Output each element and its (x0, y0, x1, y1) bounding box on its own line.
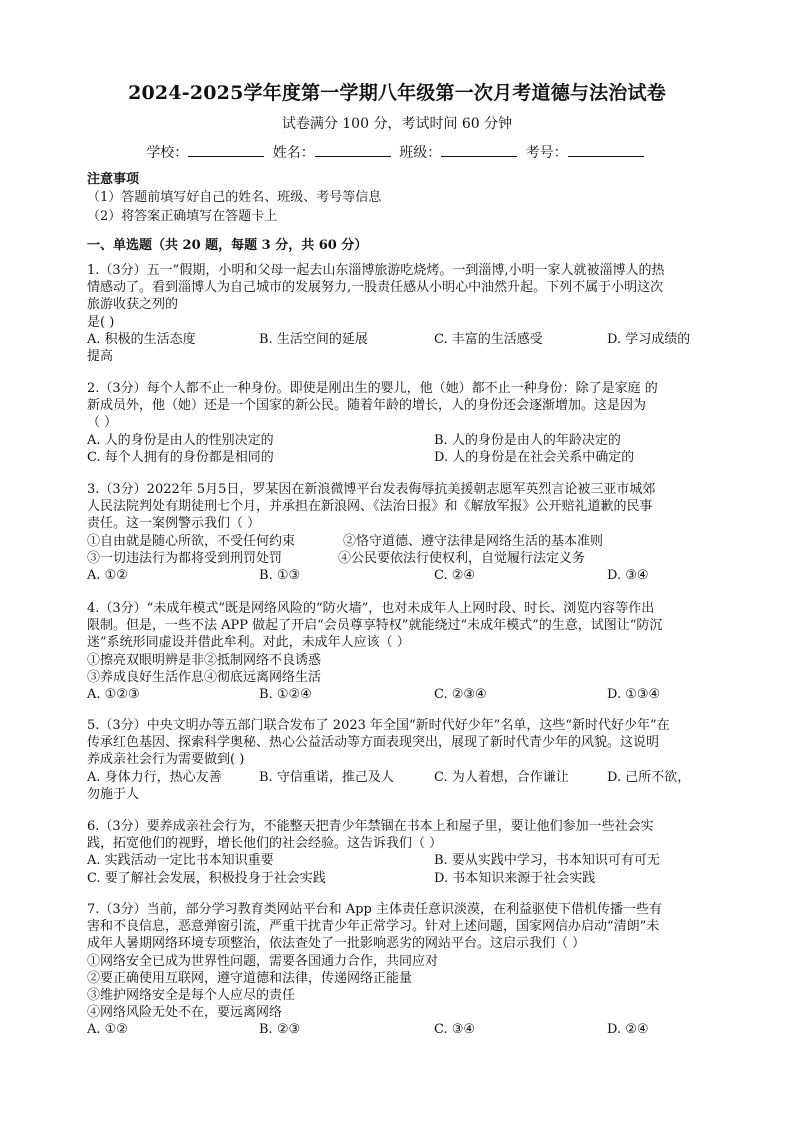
notes-title: 注意事项 (87, 172, 140, 187)
statement-4: ④公民要依法行使权利，自觉履行法定义务 (338, 550, 586, 566)
question-text-line: 旅游收获之列的 (87, 297, 179, 313)
question-text-line: 新成员外，他（她）还是一个国家的新公民。随着年龄的增长，人的身份还会逐渐增加。这是因为 (87, 398, 647, 414)
note-item: （1）答题前填写好自己的姓名、班级、考号等信息 (87, 190, 382, 205)
class-label: 班级： (399, 145, 442, 161)
question-text-line: 2.（3分）每个人都不止一种身份。即使是刚出生的婴儿，他（她）都不止一种身份：除了是家庭 的 (87, 381, 658, 396)
question-text-line: 是( ) (87, 314, 115, 330)
option-d[interactable]: D. ①③④ (607, 687, 661, 703)
question-7 (87, 901, 707, 1039)
option-a[interactable]: A. 实践活动一定比书本知识重要 (87, 853, 274, 869)
option-c[interactable]: C. ③④ (434, 1022, 476, 1038)
option-c[interactable]: C. ②③④ (434, 687, 487, 703)
options-row (87, 852, 707, 869)
option-d[interactable]: D. ②④ (607, 1022, 649, 1038)
question-text-line: 迷”系统形同虚设并借此牟利。对此，未成年人应该（ ） (87, 635, 410, 651)
option-d[interactable]: D. 人的身份是在社会关系中确定的 (434, 449, 635, 465)
section-title: 一、单选题（共 20 题，每题 3 分，共 60 分） (87, 238, 368, 253)
options-row (87, 449, 707, 466)
exam-subtitle: 试卷满分 100 分，考试时间 60 分钟 (281, 116, 513, 132)
question-text-line: （ ） (87, 415, 118, 431)
option-b[interactable]: B. ①②④ (259, 687, 312, 703)
options-row (87, 1021, 707, 1038)
option-d[interactable]: D. 己所不欲， (607, 769, 691, 785)
option-c[interactable]: C. 要了解社会发展，积极投身于社会实践 (87, 870, 326, 886)
option-b[interactable]: B. 守信重诺，推己及人 (259, 769, 394, 785)
number-label: 考号： (525, 145, 568, 161)
question-text-line: 1.（3分）五一”假期，小明和父母一起去山东淄博旅游吃烧烤。一到淄博,小明一家人就被淄博人的热 (87, 263, 665, 278)
statement-line: ②要正确使用互联网，遵守道德和法律，传递网络正能量 (87, 970, 413, 986)
option-b[interactable]: B. 生活空间的延展 (259, 331, 368, 347)
question-text-line: 传承红色基因、探索科学奥秘、热心公益活动等方面表现突出，展现了新时代青少年的风貌。这说明 (87, 735, 660, 751)
question-text-line: 责任。这一案例警示我们（ ） (87, 516, 261, 532)
option-a[interactable]: A. 积极的生活态度 (87, 331, 196, 347)
option-a[interactable]: A. 人的身份是由人的性别决定的 (87, 432, 274, 448)
question-2 (87, 380, 707, 466)
number-blank[interactable] (568, 142, 644, 157)
statement-3: ③一切违法行为都将受到刑罚处罚 (87, 550, 283, 566)
question-5 (87, 717, 707, 803)
question-text-line: 人民法院判处有期徒刑七个月，并承担在新浪网、《法治日报》和《解放军报》公开赔礼道歉的民事 (87, 499, 653, 515)
option-a[interactable]: A. ①②③ (87, 687, 140, 703)
statement-line: ③维护网络安全是每个人应尽的责任 (87, 988, 296, 1004)
option-b[interactable]: B. 人的身份是由人的年龄决定的 (434, 432, 621, 448)
option-a[interactable]: A. ①② (87, 567, 128, 583)
class-blank[interactable] (441, 142, 517, 157)
statement-1: ①自由就是随心所欲，不受任何约束 (87, 533, 296, 549)
option-d-continued: 提高 (87, 349, 114, 364)
statements-row (87, 533, 707, 550)
question-text-line: 4.（3分）“未成年模式”既是网络风险的“防火墙”，也对未成年人上网时段、时长、浏览内容等作出 (87, 601, 655, 616)
question-text-line: 害和不良信息，恶意弹窗引流，严重干扰青少年正常学习。针对上述问题，国家网信办启动“清朗”未 (87, 919, 660, 935)
exam-title: 2024-2025学年度第一学期八年级第一次月考道德与法治试卷 (128, 82, 666, 104)
question-text-line: 6.（3分）要养成亲社会行为，不能整天把青少年禁锢在书本上和屋子里，要让他们参加一些社会实 (87, 819, 654, 834)
statement-line: ④网络风险无处不在，要远离网络 (87, 1005, 283, 1021)
option-c[interactable]: C. 每个人拥有的身份都是相同的 (87, 449, 274, 465)
statement-2: ②恪守道德、遵守法律是网络生活的基本准则 (343, 533, 604, 549)
question-text-line: 7.（3分）当前，部分学习教育类网站平台和 App 主体责任意识淡漠，在利益驱使下借机传播一些有 (87, 902, 662, 917)
option-c[interactable]: C. 丰富的生活感受 (434, 331, 543, 347)
option-c[interactable]: C. ②④ (434, 567, 476, 583)
question-text-line: 成年人暑期网络环境专项整治，依法查处了一批影响恶劣的网站平台。这启示我们（ ） (87, 936, 586, 952)
name-blank[interactable] (315, 142, 391, 157)
question-1 (87, 262, 707, 365)
question-text-line: 3.（3分）2022年 5月5日，罗某因在新浪微博平台发表侮辱抗美援朝志愿军英烈言论被三亚市城郊 (87, 482, 656, 497)
option-d[interactable]: D. 学习成绩的 (607, 331, 691, 347)
question-text-line: 践，拓宽他们的视野，增长他们的社会经验。这告诉我们（ ） (87, 836, 443, 852)
option-b[interactable]: B. ①③ (259, 567, 301, 583)
option-d-continued: 勿施于人 (87, 786, 140, 802)
options-row (87, 870, 707, 887)
options-row (87, 686, 707, 703)
statement-line: ①网络安全已成为世界性问题，需要各国通力合作，共同应对 (87, 953, 439, 969)
option-c[interactable]: C. 为人着想，合作谦让 (434, 769, 569, 785)
question-text-line: 5.（3分）中央文明办等五部门联合发布了 2023 年全国“新时代好少年”名单，这些“新时代好少年”在 (87, 718, 670, 733)
options-row (87, 567, 707, 584)
note-item: （2）将答案正确填写在答题卡上 (87, 209, 278, 224)
question-4 (87, 600, 707, 703)
options-row (87, 432, 707, 449)
question-text-line: 情感动了。看到淄博人为自己城市的发展努力,一股责任感从小明心中油然升起。下列不属于小明这次 (87, 280, 664, 296)
student-info-line (0, 142, 794, 162)
option-a[interactable]: A. 身体力行，热心友善 (87, 769, 222, 785)
school-label: 学校： (146, 145, 189, 161)
school-blank[interactable] (188, 142, 264, 157)
options-row (87, 331, 707, 348)
option-a[interactable]: A. ①② (87, 1022, 128, 1038)
question-6 (87, 818, 707, 887)
options-row (87, 769, 707, 786)
option-d[interactable]: D. 书本知识来源于社会实践 (434, 870, 596, 886)
question-text-line: 限制。但是，一些不法 APP 做起了开启“会员尊享特权”就能绕过“未成年模式”的生意，试图让“防沉 (87, 618, 663, 634)
statement-line: ①擦亮双眼明辨是非②抵制网络不良诱惑 (87, 652, 322, 668)
question-text-line: 养成亲社会行为需要做到( ) (87, 752, 245, 768)
question-3 (87, 481, 707, 584)
statement-line: ③养成良好生活作息④彻底远离网络生活 (87, 669, 322, 685)
option-b[interactable]: B. 要从实践中学习，书本知识可有可无 (434, 853, 660, 869)
statements-row (87, 550, 707, 567)
name-label: 姓名： (272, 145, 315, 161)
option-d[interactable]: D. ③④ (607, 567, 649, 583)
option-b[interactable]: B. ②③ (259, 1022, 301, 1038)
